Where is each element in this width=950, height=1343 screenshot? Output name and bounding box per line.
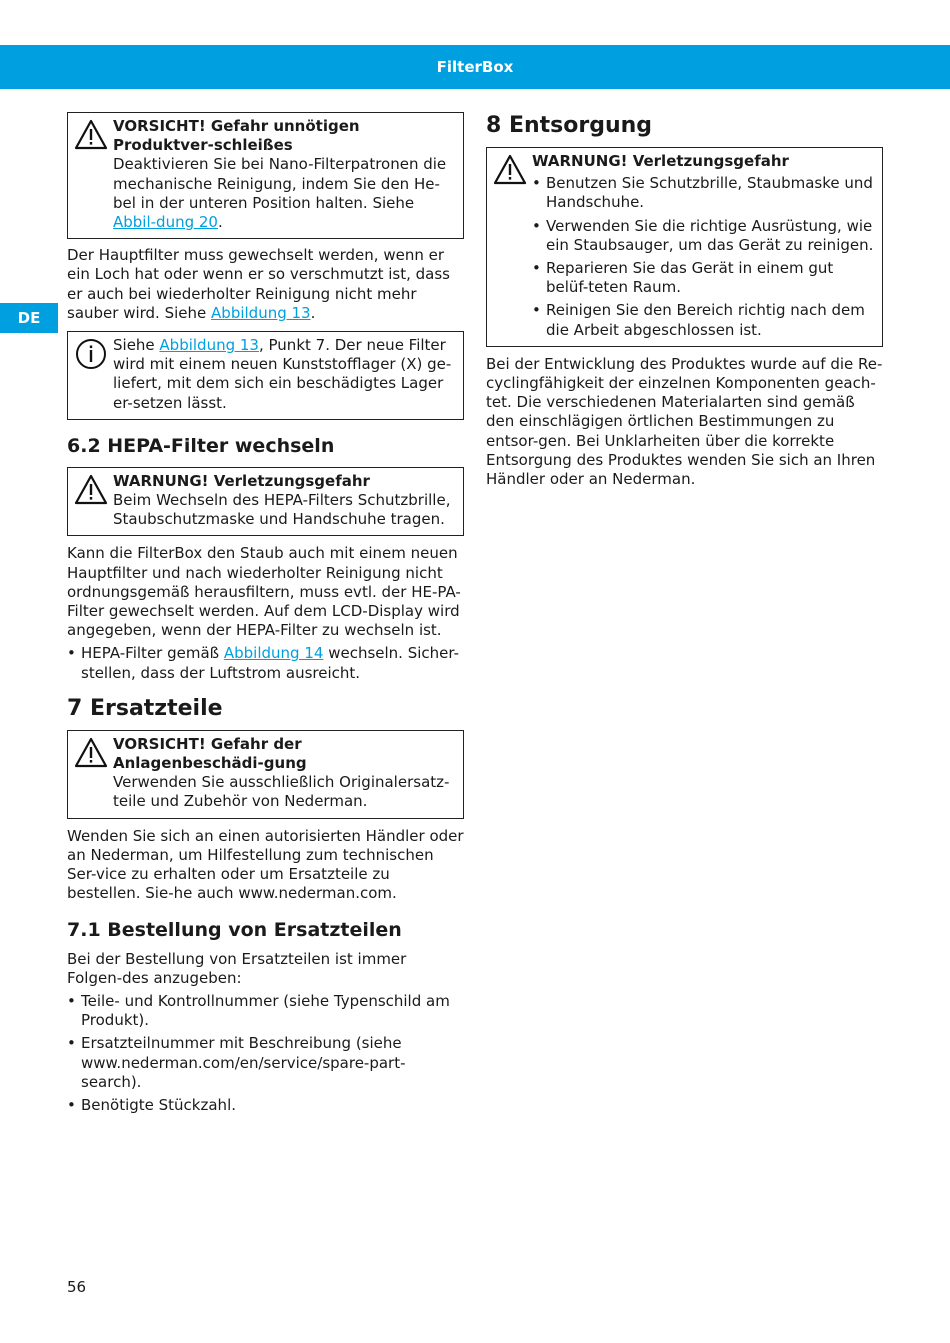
caution-equipment-damage [67,730,464,819]
heading-hepa-filter: 6.2 HEPA-Filter wechseln [67,434,335,457]
paragraph-main-filter: Der Hauptfilter muss gewechselt werden, wenn er ein Loch hat oder wenn er so verschmutzt ist, dass er auch bei wiederholter Reinigung nicht mehr sauber wird. Siehe Abbildung 13. [67,246,450,322]
caution-text: Deaktivieren Sie bei Nano-Filterpatronen die mechanische Reinigung, indem Sie den He-bel in der unteren Position halten. Siehe Abbil-dung 20. [113,155,447,232]
caution-product-wear [67,112,464,239]
list-item: • Teile- und Kontrollnummer (siehe Typenschild am Produkt). [67,992,464,1030]
paragraph-disposal: Bei der Entwicklung des Produktes wurde auf die Re-cyclingfähigkeit der einzelnen Komponenten geach-tet. Die verschiedenen Materialarten sind gemäß den einschlägigen örtlichen Bestimmungen zu entsor-gen. Bei Unklarheiten über die korrekte Entsorgung des Produktes wenden Sie sich an Ihren Händler oder an Nederman. [486,354,883,489]
link-figure-20[interactable]: Abbil-dung 20 [113,213,218,232]
header-bar [0,45,950,89]
page-number: 56 [67,1278,87,1296]
list-item: • Ersatzteilnummer mit Beschreibung (siehe www.nederman.com/en/service/spare-part-search). [67,1034,464,1092]
language-tab [0,303,58,333]
list-item: • HEPA-Filter gemäß Abbildung 14 wechseln. Sicher-stellen, dass der Luftstrom ausreicht. [67,644,464,682]
heading-disposal: 8 Entsorgung [486,113,653,138]
caution-spare-title: VORSICHT! Gefahr der Anlagenbeschädi-gung [113,734,307,773]
info-note-text: Siehe Abbildung 13, Punkt 7. Der neue Filter wird mit einem neuen Kunststofflager (X) ge-liefert, mit dem sich ein beschädigtes Lager er-setzen lässt. [113,336,452,412]
info-note-bearing [67,331,464,420]
list-item: • Verwenden Sie die richtige Ausrüstung, wie ein Staubsauger, um das Gerät zu reinigen. [532,217,874,255]
warning-triangle-icon [493,154,527,186]
link-figure-13-note[interactable]: Abbildung 13 [159,336,259,355]
warning-triangle-icon [74,119,108,151]
heading-spare-parts: 7 Ersatzteile [67,695,223,721]
list-item: • Reparieren Sie das Gerät in einem gut belüf-teten Raum. [532,259,874,297]
warning-disposal-title: WARNUNG! Verletzungsgefahr [532,152,789,170]
info-circle-icon [74,338,108,370]
list-item: • Reinigen Sie den Bereich richtig nach dem die Arbeit abgeschlossen ist. [532,301,874,339]
heading-ordering: 7.1 Bestellung von Ersatzteilen [67,918,402,941]
warning-disposal [486,147,883,347]
order-bullet-list [67,992,464,1115]
warning-triangle-icon [74,474,108,506]
header-title: FilterBox [436,58,514,76]
warning-triangle-icon [74,737,108,769]
left-column [67,112,464,1115]
warning-hepa [67,467,464,537]
hepa-bullet-list [67,644,464,682]
right-column [486,112,883,489]
paragraph-ordering: Bei der Bestellung von Ersatzteilen ist immer Folgen-des anzugeben: [67,949,407,987]
disposal-warning-list [532,174,874,340]
warning-hepa-text: Beim Wechseln des HEPA-Filters Schutzbrille, Staubschutzmaske und Handschuhe tragen. [113,491,451,529]
caution-title: VORSICHT! Gefahr unnötigen Produktver-schleißes [113,117,360,155]
link-figure-13[interactable]: Abbildung 13 [211,303,311,322]
list-item: • Benutzen Sie Schutzbrille, Staubmaske und Handschuhe. [532,174,874,212]
warning-hepa-title: WARNUNG! Verletzungsgefahr [113,471,370,490]
list-item: • Benötigte Stückzahl. [67,1096,464,1115]
paragraph-spare-parts: Wenden Sie sich an einen autorisierten Händler oder an Nederman, um Hilfestellung zum technischen Ser-vice zu erhalten oder um Ersatzteile zu bestellen. Sie-he auch www.nederman.com. [67,826,464,903]
caution-spare-text: Verwenden Sie ausschließlich Originalersatz-teile und Zubehör von Nederman. [113,773,450,811]
language-tab-label: DE [17,309,41,327]
link-figure-14[interactable]: Abbildung 14 [223,644,324,663]
paragraph-hepa: Kann die FilterBox den Staub auch mit einem neuen Hauptfilter und nach wiederholter Reinigung nicht ordnungsgemäß herausfiltern, muss evtl. der HE-PA-Filter gewechselt werden. Auf dem LCD-Display wird angegeben, wenn der HEPA-Filter zu wechseln ist. [67,544,461,640]
